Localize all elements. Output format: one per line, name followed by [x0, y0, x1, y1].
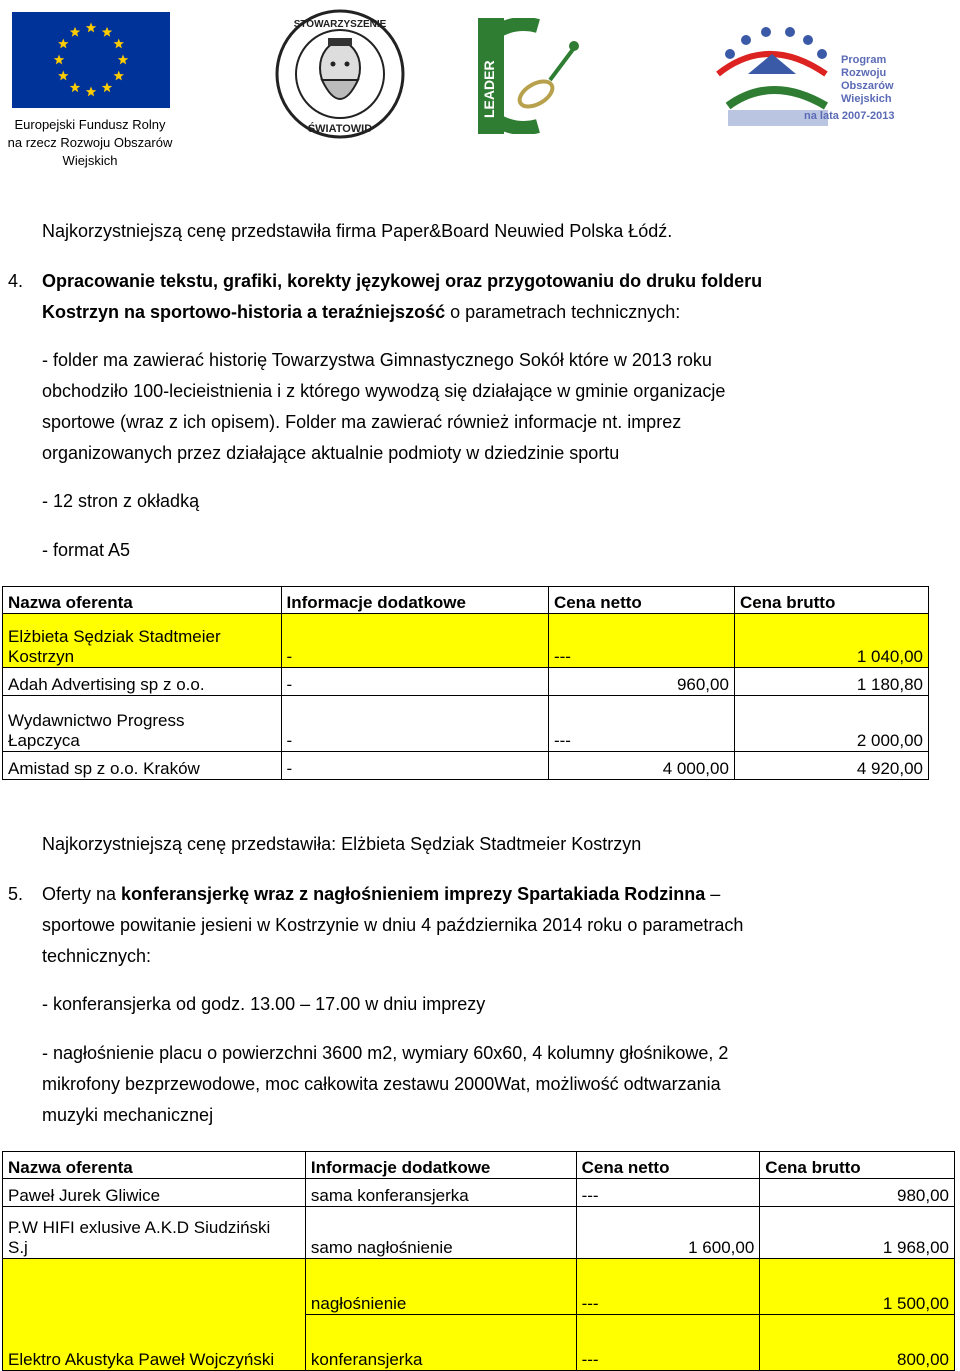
section5-number: 5. [8, 884, 24, 904]
section4-summary: Najkorzystniejszą cenę przedstawiła: Elżbieta Sędziak Stadtmeier Kostrzyn [42, 834, 642, 854]
offer-brutto: 1 040,00 [734, 614, 928, 668]
offer-brutto: 1 180,80 [734, 668, 928, 696]
desc-line: sportowe (wraz z ich opisem). Folder ma zawierać również informacje nt. imprez [42, 412, 682, 432]
desc-line: - folder ma zawierać historię Towarzystwa Gimnastycznego Sokół które w 2013 roku [42, 350, 712, 370]
offer-brutto: 980,00 [760, 1179, 955, 1207]
desc-line: obchodziło 100-lecieistnienia i z którego wywodzą się działające w gminie organizacje [42, 381, 726, 401]
offer-info: sama konferansjerka [305, 1179, 576, 1207]
prow-line: Program [841, 54, 887, 66]
offer-brutto: 4 920,00 [734, 752, 928, 780]
offer-name: Adah Advertising sp z o.o. [3, 668, 282, 696]
offer-info: - [281, 752, 548, 780]
offer-name-line: Elżbieta Sędziak Stadtmeier [8, 627, 221, 646]
header-cell: Informacje dodatkowe [281, 587, 548, 614]
section5-item2 [42, 1038, 728, 1131]
association-logo [272, 8, 408, 140]
offer-name: Amistad sp z o.o. Kraków [3, 752, 282, 780]
header-cell: Cena brutto [760, 1152, 955, 1179]
item2-line: muzyki mechanicznej [42, 1105, 214, 1125]
section4-title-line1: Opracowanie tekstu, grafiki, korekty językowej oraz przygotowaniu do druku folderu [42, 271, 763, 291]
table-row [3, 1259, 955, 1315]
eu-caption-line: Wiejskich [62, 153, 118, 168]
header-cell: Cena netto [576, 1152, 760, 1179]
offer-name-line: S.j [8, 1238, 28, 1257]
eu-caption [0, 116, 180, 170]
section5-item1: - konferansjerka od godz. 13.00 – 17.00 w dniu imprezy [42, 994, 486, 1014]
leader-logo [478, 18, 594, 134]
section4-desc [42, 345, 725, 469]
prow-years: na lata 2007-2013 [804, 110, 895, 122]
offer-name-line: Kostrzyn [8, 647, 75, 666]
section5-offers-table [2, 1151, 955, 1371]
section5-title [42, 879, 720, 910]
offer-name-line: Łapczyca [8, 731, 80, 750]
section5-line3: technicznych: [42, 946, 152, 966]
section5-title-dash: – [705, 884, 721, 904]
offer-brutto: 2 000,00 [734, 696, 928, 752]
table-row [3, 614, 929, 668]
association-seal-icon [272, 8, 408, 140]
item2-line: mikrofony bezprzewodowe, moc całkowita zestawu 2000Wat, możliwość odtwarzania [42, 1074, 721, 1094]
table-row [3, 696, 929, 752]
header-cell: Nazwa oferenta [3, 1152, 306, 1179]
section4-pages: - 12 stron z okładką [42, 491, 200, 511]
prow-logo-text [841, 54, 894, 106]
offer-brutto: 800,00 [760, 1315, 955, 1371]
header-cell: Nazwa oferenta [3, 587, 282, 614]
table-row [3, 668, 929, 696]
table-header-row [3, 1152, 955, 1179]
section4-title [42, 266, 762, 297]
prow-line: Wiejskich [841, 93, 892, 105]
offer-netto: --- [576, 1259, 760, 1315]
offer-netto: --- [548, 614, 734, 668]
section4-title-bold: Kostrzyn na sportowo-historia a teraźniejszość [42, 302, 446, 322]
offer-netto: 4 000,00 [548, 752, 734, 780]
table-row [3, 1179, 955, 1207]
section5-title-bold: konferansjerkę wraz z nagłośnieniem imprezy Spartakiada Rodzinna [121, 884, 706, 904]
section5-title-prefix: Oferty na [42, 884, 122, 904]
section4-title-rest: o parametrach technicznych: [445, 302, 681, 322]
section5-line2: sportowe powitanie jesieni w Kostrzynie w dniu 4 października 2014 roku o parametrach [42, 915, 744, 935]
offer-info: - [281, 668, 548, 696]
offer-info: konferansjerka [305, 1315, 576, 1371]
offer-name: Elektro Akustyka Paweł Wojczyński [3, 1259, 306, 1371]
offer-info: nagłośnienie [305, 1259, 576, 1315]
table-row [3, 752, 929, 780]
section4-offers-table [2, 586, 929, 780]
offer-brutto: 1 968,00 [760, 1207, 955, 1259]
offer-name [3, 614, 282, 668]
table-row [3, 1207, 955, 1259]
eu-caption-line: Europejski Fundusz Rolny [14, 117, 166, 132]
offer-netto: --- [548, 696, 734, 752]
svg-text:LEADER: LEADER [481, 60, 497, 118]
offer-info: samo nagłośnienie [305, 1207, 576, 1259]
offer-netto: --- [576, 1179, 760, 1207]
section4-format: - format A5 [42, 540, 131, 560]
eu-caption-line: na rzecz Rozwoju Obszarów [7, 135, 173, 150]
desc-line: organizowanych przez działające aktualnie podmioty w dziedzinie sportu [42, 443, 620, 463]
item2-line: - nagłośnienie placu o powierzchni 3600 m2, wymiary 60x60, 4 kolumny głośnikowe, 2 [42, 1043, 729, 1063]
offer-name [3, 696, 282, 752]
offer-netto: --- [576, 1315, 760, 1371]
leader-logo-icon [478, 18, 594, 134]
section3-summary: Najkorzystniejszą cenę przedstawiła firma Paper&Board Neuwied Polska Łódź. [42, 221, 673, 241]
offer-name [3, 1207, 306, 1259]
header-cell: Cena brutto [734, 587, 928, 614]
header-cell: Informacje dodatkowe [305, 1152, 576, 1179]
offer-name-line: P.W HIFI exlusive A.K.D Siudziński [8, 1218, 271, 1237]
offer-name-line: Wydawnictwo Progress [8, 711, 185, 730]
svg-text:ŚWIATOWID: ŚWIATOWID [307, 123, 373, 135]
svg-text:STOWARZYSZENIE: STOWARZYSZENIE [293, 19, 387, 30]
eu-logo [12, 12, 170, 108]
offer-netto: 960,00 [548, 668, 734, 696]
offer-netto: 1 600,00 [576, 1207, 760, 1259]
prow-line: Obszarów [841, 80, 894, 92]
eu-flag-icon [12, 12, 170, 108]
section4-number: 4. [8, 271, 24, 291]
header-cell: Cena netto [548, 587, 734, 614]
offer-brutto: 1 500,00 [760, 1259, 955, 1315]
table-header-row [3, 587, 929, 614]
prow-line: Rozwoju [841, 67, 887, 79]
offer-name: Paweł Jurek Gliwice [3, 1179, 306, 1207]
section4-title-line2 [42, 297, 680, 328]
offer-info: - [281, 614, 548, 668]
prow-logo [708, 14, 898, 134]
offer-info: - [281, 696, 548, 752]
